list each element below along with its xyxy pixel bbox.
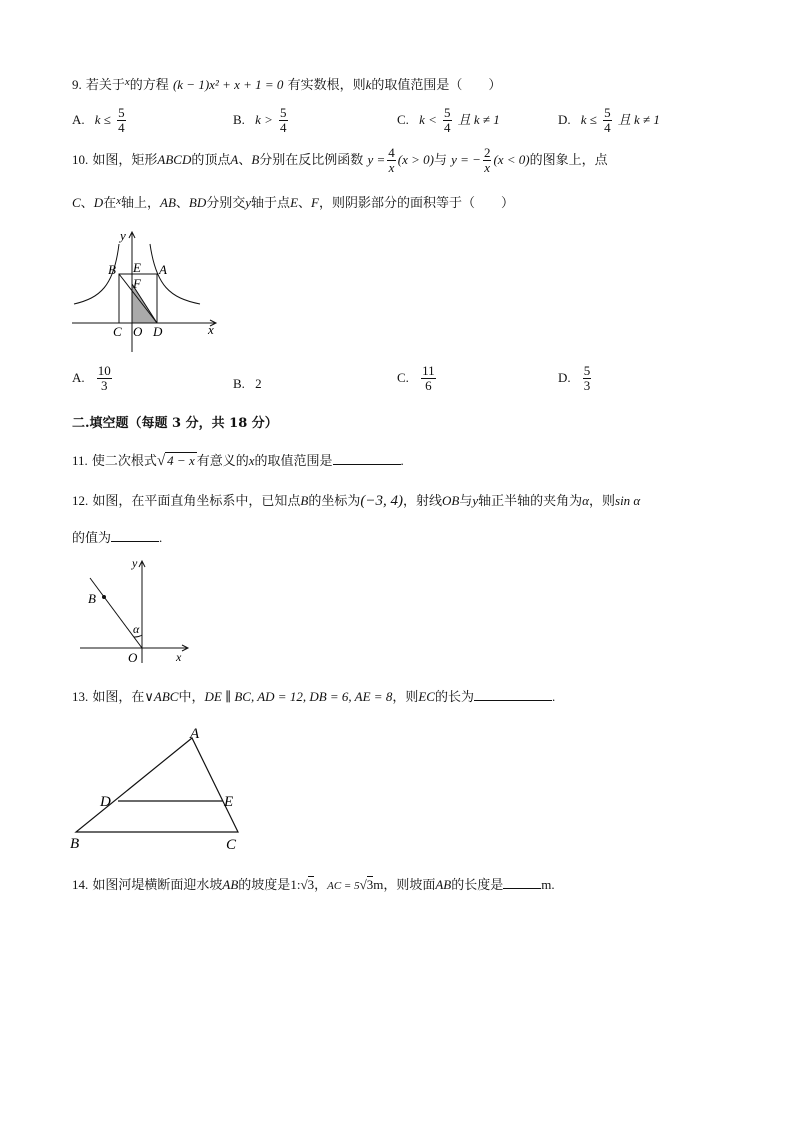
q11-stem: 11. 使二次根式√ 4 − x 有意义的x的取值范围是 . bbox=[72, 453, 404, 469]
fraction: $\frac{11}{6}$ bbox=[422, 363, 435, 393]
q12-answer-blank[interactable] bbox=[111, 529, 159, 542]
fraction: $\frac{4}{x}$ bbox=[388, 145, 395, 175]
sqrt-icon: √ bbox=[359, 877, 367, 892]
sqrt-icon: √ bbox=[156, 453, 166, 469]
label-d: D bbox=[100, 794, 111, 810]
label-a: A bbox=[190, 726, 200, 742]
q14-answer-blank[interactable] bbox=[503, 876, 541, 889]
sqrt-icon: √ bbox=[300, 877, 308, 892]
q9-option-c[interactable]: C. k < $\frac{5}{4}$ 且 k ≠ 1 bbox=[397, 105, 500, 135]
q10-figure bbox=[70, 226, 220, 354]
q9-equation: (k − 1)x² + x + 1 = 0 bbox=[172, 77, 284, 92]
label-o: O bbox=[128, 650, 138, 665]
label-alpha: α bbox=[133, 622, 140, 636]
fraction: $\frac{2}{x}$ bbox=[483, 145, 491, 175]
q9-option-b[interactable]: B. k > $\frac{5}{4}$ bbox=[233, 105, 287, 135]
label-e: E bbox=[224, 794, 234, 810]
q10-option-b[interactable]: B. 2 bbox=[233, 376, 262, 391]
label-x: x bbox=[176, 650, 182, 664]
label-b: B bbox=[70, 836, 80, 852]
label-o: O bbox=[133, 324, 143, 339]
q10-option-c[interactable]: C. $\frac{11}{6}$ bbox=[397, 363, 435, 393]
point-b bbox=[102, 595, 106, 599]
q12-stem-line2: 的值为 . bbox=[72, 530, 163, 546]
q13-figure bbox=[68, 722, 258, 854]
q9-option-a[interactable]: A. k ≤ $\frac{5}{4}$ bbox=[72, 105, 125, 135]
label-d: D bbox=[153, 324, 163, 339]
label-b: B bbox=[108, 262, 116, 277]
label-y: y bbox=[132, 556, 138, 570]
label-x: x bbox=[208, 322, 214, 337]
q13-answer-blank[interactable] bbox=[474, 688, 552, 701]
q10-stem-line2: C、D在$^x$轴上，AB、BD分别交y轴于点E、F，则阴影部分的面积等于（ ） bbox=[72, 195, 514, 211]
q12-figure bbox=[76, 555, 196, 667]
q10-option-a[interactable]: A. $\frac{10}{3}$ bbox=[72, 363, 111, 393]
label-a: A bbox=[159, 262, 167, 277]
q11-answer-blank[interactable] bbox=[333, 452, 401, 465]
label-b: B bbox=[88, 591, 96, 606]
fraction: $\frac{10}{3}$ bbox=[97, 363, 111, 393]
triangle-abc bbox=[76, 738, 238, 832]
fraction: $\frac{5}{3}$ bbox=[583, 363, 591, 393]
label-e: E bbox=[133, 260, 141, 275]
q9-stem: 9. 若关于$^x$的方程 (k − 1)x² + x + 1 = 0 有实数根，则k的取值范围是（ ） bbox=[72, 76, 502, 93]
q10-stem-line1: 10. 如图，矩形ABCD的顶点A、B分别在反比例函数 y = $\frac{4}{x}$ (x > 0)与 y = − $\frac{2}{x}$ (x < 0)的图象上，点 bbox=[72, 145, 608, 175]
label-y: y bbox=[120, 228, 126, 243]
q13-stem: 13. 如图，在∨ABC中，DE ∥ BC, AD = 12, DB = 6, AE = 8，则EC的长为 . bbox=[72, 689, 556, 705]
fraction: $\frac{5}{4}$ bbox=[444, 105, 451, 135]
fraction: $\frac{5}{4}$ bbox=[118, 105, 125, 135]
label-f: F bbox=[133, 276, 141, 291]
fraction: $\frac{5}{4}$ bbox=[280, 105, 287, 135]
q14-stem: 14. 如图河堤横断面迎水坡AB的坡度是1:√3，AC = 5√3m，则坡面AB的长度是 m. bbox=[72, 877, 555, 893]
label-c: C bbox=[113, 324, 122, 339]
fraction: $\frac{5}{4}$ bbox=[604, 105, 611, 135]
label-c: C bbox=[226, 837, 237, 853]
q12-stem-line1: 12. 如图，在平面直角坐标系中，已知点B的坐标为(−3, 4)，射线OB与y轴正半轴的夹角为α，则sin α bbox=[72, 493, 641, 509]
section-title: 二.填空题（每题 3 分，共 18 分） bbox=[72, 416, 278, 431]
q10-option-d[interactable]: D. $\frac{5}{3}$ bbox=[558, 363, 591, 393]
q9-option-d[interactable]: D. k ≤ $\frac{5}{4}$ 且 k ≠ 1 bbox=[558, 105, 660, 135]
